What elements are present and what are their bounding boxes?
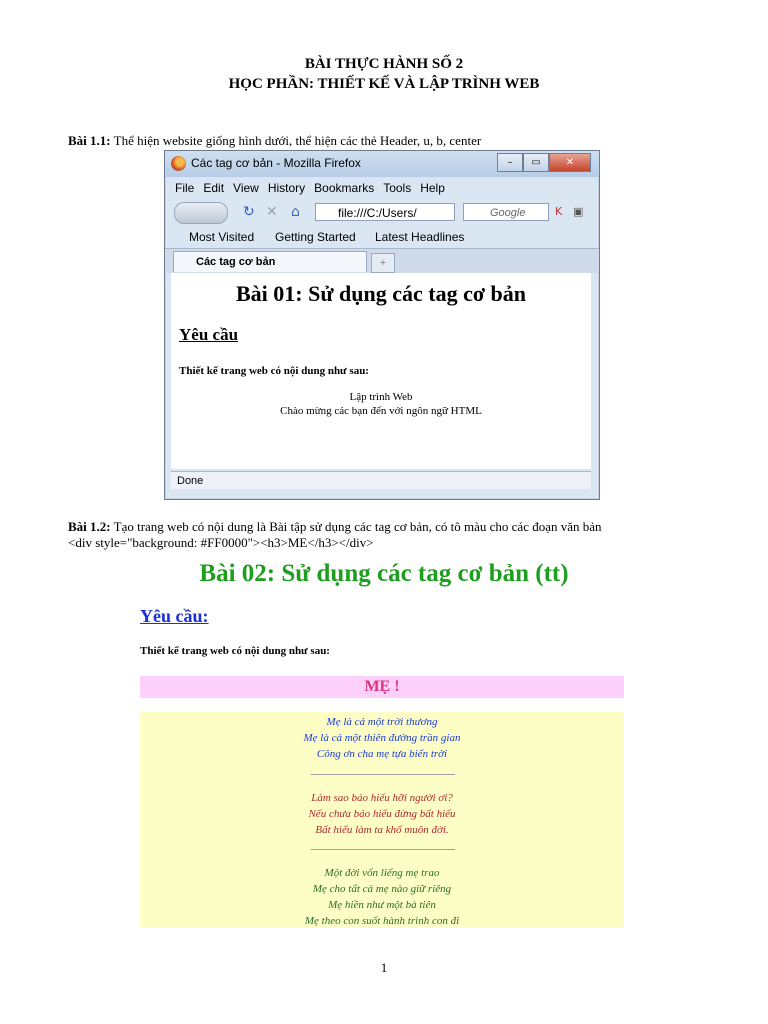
page-number: 1 bbox=[380, 960, 388, 975]
page-paragraph: Thiết kế trang web có nội dung như sau: bbox=[179, 365, 369, 377]
me-heading: MẸ ! bbox=[140, 676, 624, 698]
menu-help[interactable]: Help bbox=[420, 181, 445, 195]
firefox-menubar bbox=[165, 179, 599, 197]
menu-history[interactable]: History bbox=[267, 181, 306, 195]
url-bar[interactable]: file:///C:/Users/ bbox=[315, 203, 455, 221]
stop-icon[interactable]: ✕ bbox=[266, 204, 278, 220]
bookmark-latest-headlines[interactable]: Latest Headlines bbox=[375, 230, 465, 244]
poem-line: Bất hiếu làm ta khổ muôn đời. bbox=[315, 824, 449, 836]
firefox-titlebar bbox=[165, 151, 599, 177]
menu-tools[interactable]: Tools bbox=[383, 181, 412, 195]
bai2-requirement: Yêu cầu: bbox=[140, 606, 209, 626]
back-forward-icon[interactable] bbox=[174, 202, 228, 224]
page-subheading: Yêu cầu bbox=[179, 325, 239, 344]
bookmarks-toolbar bbox=[165, 229, 599, 247]
poem-line: Làm sao báo hiếu hỡi người ơi? bbox=[311, 792, 453, 804]
firefox-page-content bbox=[171, 273, 591, 469]
minimize-icon[interactable]: – bbox=[497, 153, 523, 172]
menu-view[interactable]: View bbox=[233, 181, 259, 195]
reload-icon[interactable]: ↻ bbox=[243, 204, 255, 220]
center-line-2: Chào mừng các bạn đến với ngôn ngữ HTML bbox=[280, 405, 482, 417]
exercise-1-2-label: Bài 1.2: bbox=[68, 519, 111, 534]
poem-line: Công ơn cha mẹ tựa biển trời bbox=[316, 748, 448, 760]
page-heading: Bài 01: Sử dụng các tag cơ bản bbox=[235, 281, 527, 306]
exercise-1-2-code: <div style="background: #FF0000"><h3>ME</h3></div> bbox=[68, 535, 374, 550]
poem-line: Mẹ cho tất cả mẹ nào giữ riêng bbox=[312, 883, 452, 895]
close-icon[interactable]: ✕ bbox=[549, 153, 591, 172]
exercise-1-1 bbox=[68, 133, 728, 149]
bookmark-most-visited[interactable]: Most Visited bbox=[189, 230, 255, 244]
exercise-1-2-text: Tạo trang web có nội dung là Bài tập sử dụng các tag cơ bản, có tô màu cho các đoạn văn bản bbox=[110, 519, 602, 534]
poem-line: Mẹ hiền như một bà tiên bbox=[328, 899, 436, 911]
poem-divider bbox=[311, 849, 455, 850]
poem-line: Mẹ theo con suốt hành trình con đi bbox=[304, 915, 460, 927]
document-title-line2: HỌC PHẦN: THIẾT KẾ VÀ LẬP TRÌNH WEB bbox=[228, 76, 540, 92]
firefox-tabbar bbox=[165, 248, 599, 273]
firefox-window-title: Các tag cơ bản - Mozilla Firefox bbox=[191, 156, 361, 170]
menu-edit[interactable]: Edit bbox=[203, 181, 225, 195]
poem-line: Nếu chưa báo hiếu đừng bất hiếu bbox=[308, 808, 456, 820]
bai2-title: Bài 02: Sử dụng các tag cơ bản (tt) bbox=[199, 560, 569, 587]
menu-icon[interactable]: ▣ bbox=[573, 205, 584, 218]
exercise-1-1-text: Thể hiện website giống hình dưới, thể hiện các thẻ Header, u, b, center bbox=[110, 133, 482, 148]
menu-bookmarks[interactable]: Bookmarks bbox=[314, 181, 375, 195]
exercise-1-1-label: Bài 1.1: bbox=[68, 133, 111, 148]
status-bar: Done bbox=[171, 471, 591, 489]
page-centered-text bbox=[171, 390, 591, 418]
home-icon[interactable]: ⌂ bbox=[291, 204, 300, 220]
poem-divider bbox=[311, 774, 455, 775]
document-title-line1: BÀI THỰC HÀNH SỐ 2 bbox=[304, 56, 464, 72]
new-tab-button[interactable]: + bbox=[371, 253, 395, 273]
firefox-navbar bbox=[165, 199, 599, 227]
exercise-1-2 bbox=[68, 519, 728, 551]
search-box[interactable]: Google bbox=[463, 203, 549, 221]
menu-file[interactable]: File bbox=[175, 181, 195, 195]
maximize-icon[interactable]: ▭ bbox=[523, 153, 549, 172]
poem-line: Mẹ là cả một trời thương bbox=[326, 716, 438, 728]
bookmark-getting-started[interactable]: Getting Started bbox=[275, 230, 356, 244]
browser-tab[interactable]: Các tag cơ bản bbox=[173, 251, 367, 272]
firefox-logo-icon bbox=[171, 156, 186, 171]
firefox-screenshot bbox=[164, 150, 600, 500]
poem-line: Mẹ là cả một thiên đường trần gian bbox=[303, 732, 461, 744]
center-line-1: Lập trình Web bbox=[349, 391, 413, 403]
addon-icon[interactable]: K bbox=[555, 205, 563, 218]
poem-box bbox=[140, 712, 624, 928]
bai2-paragraph: Thiết kế trang web có nội dung như sau: bbox=[140, 645, 330, 657]
poem-line: Một đời vốn liếng mẹ trao bbox=[324, 867, 440, 879]
